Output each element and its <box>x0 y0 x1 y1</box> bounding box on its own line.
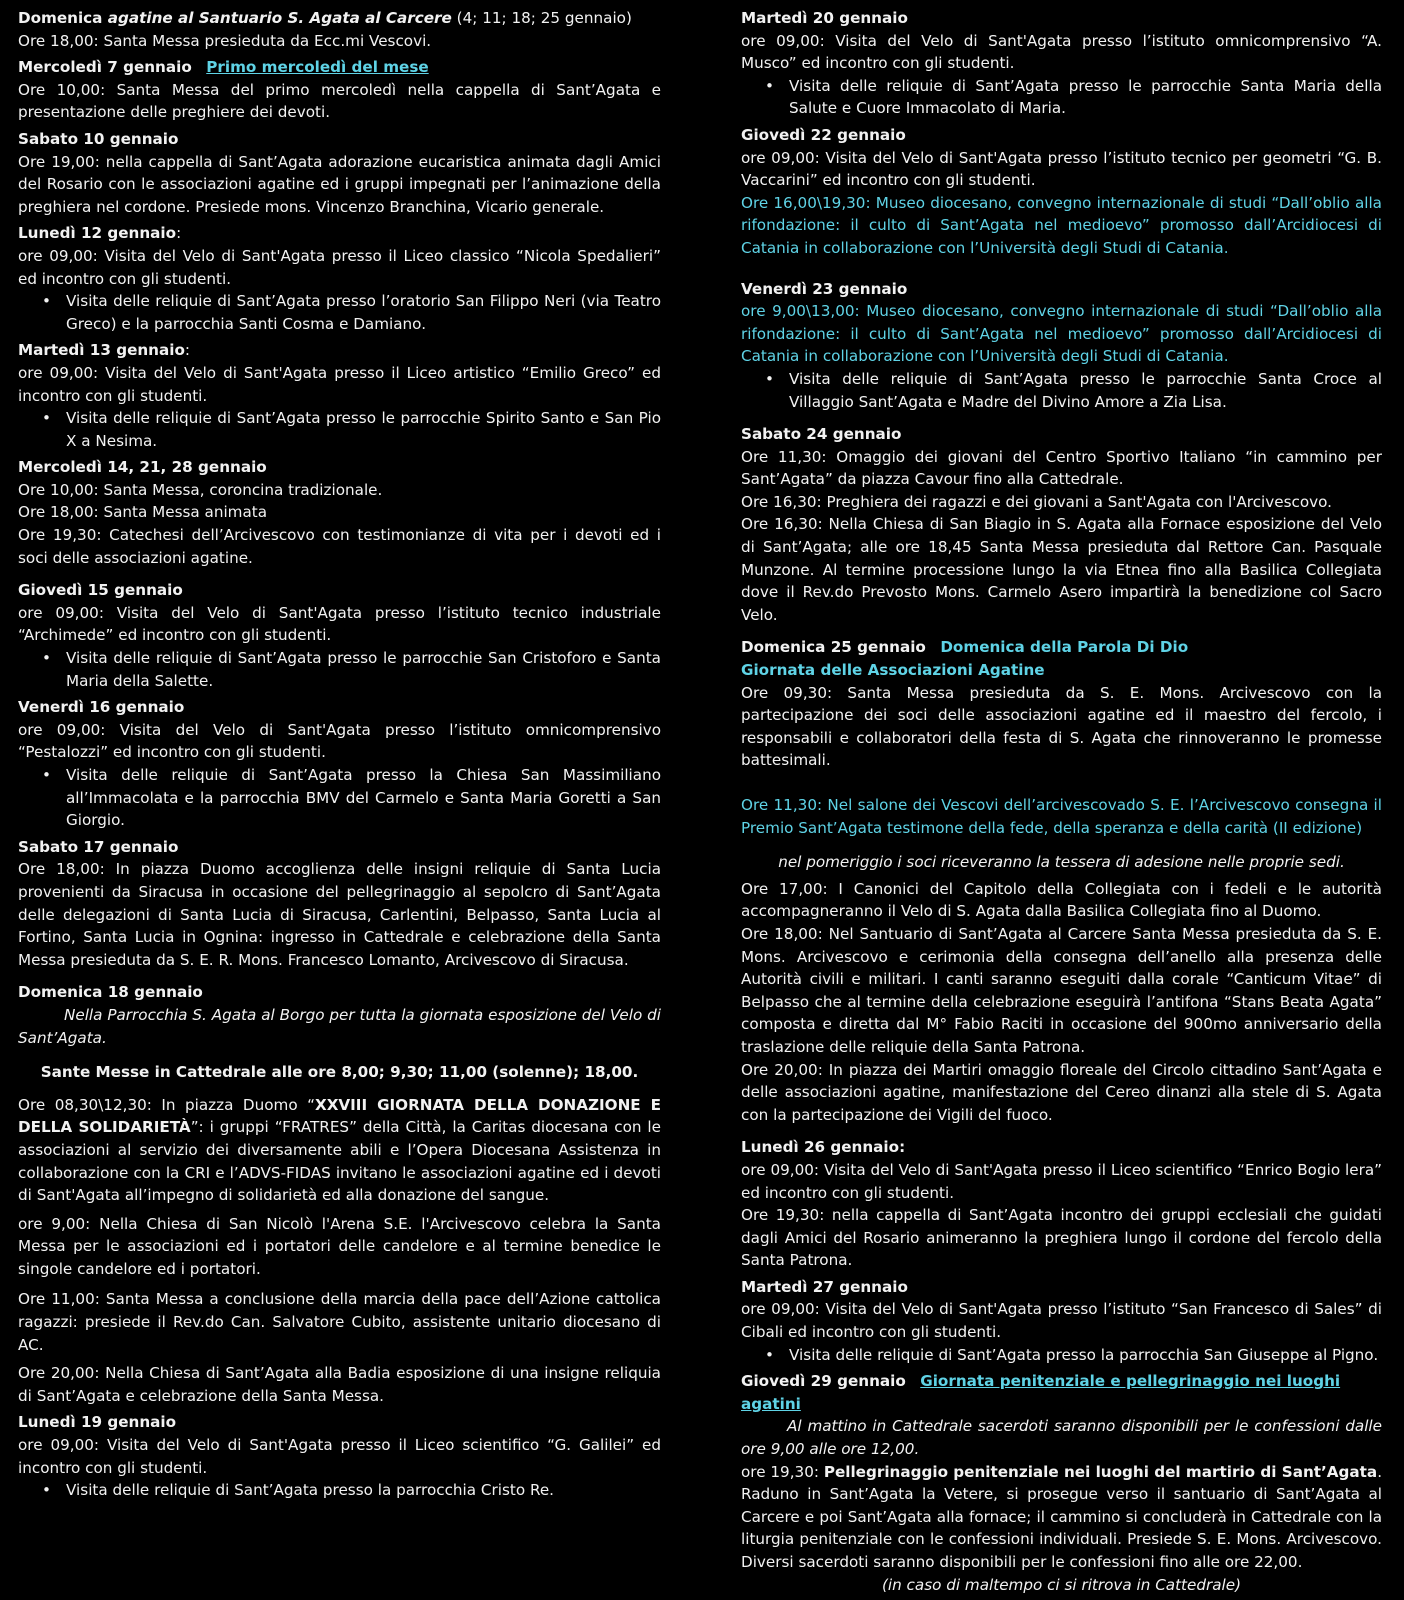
event-line: Ore 19,00: nella cappella di Sant’Agata adorazione eucaristica animata dagli Amici del Rosario con le associazioni agatine ed i gruppi impegnati per l’animazione della preghiera nel cordone. Presiede mons. Vincenzo Branchina, Vicario generale. <box>18 152 661 216</box>
event-line: Ore 19,30: nella cappella di Sant’Agata incontro dei gruppi ecclesiali che guidati dagli Amici del Rosario animeranno la preghiera lungo il cordone del fercolo della Santa Patrona. <box>741 1206 1382 1270</box>
event-23-gennaio <box>741 278 1382 414</box>
event-domeniche-agatine <box>18 7 661 52</box>
event-line: Ore 19,30: Catechesi dell’Arcivescovo con testimonianze di vita per i devoti ed i soci delle associazioni agatine. <box>18 526 661 567</box>
event-26-gennaio <box>741 1136 1382 1272</box>
event-15-gennaio <box>18 579 661 692</box>
event-line: Ore 18,00: In piazza Duomo accoglienza delle insigni reliquie di Santa Lucia provenienti da Siracusa in occasione del pellegrinaggio al sepolcro di Sant’Agata delle delegazioni di Santa Lucia di Siracusa, Carlentini, Belpasso, Santa Lucia al Fortino, Santa Lucia in Ognina: ingresso in Cattedrale e celebrazione della Santa Messa presieduta da S. E. R. Mons. Francesco Lomanto, Arcivescovo di Siracusa. <box>18 860 661 969</box>
event-line: Ore 20,00: Nella Chiesa di Sant’Agata alla Badia esposizione di una insigne reliquia di Sant’Agata e celebrazione della Santa Messa. <box>18 1364 661 1405</box>
bullet-list <box>18 647 661 692</box>
event-line: Ore 10,00: Santa Messa, coroncina tradizionale. <box>18 480 383 499</box>
event-line: Ore 11,30: Omaggio dei giovani del Centro Sportivo Italiano “in cammino per Sant’Agata” da piazza Cavour fino alla Cattedrale. <box>741 447 1382 489</box>
event-heading <box>741 636 1382 659</box>
event-heading: Lunedì 19 gennaio <box>18 1413 177 1432</box>
event-line: ore 09,00: Visita del Velo di Sant'Agata presso il Liceo artistico “Emilio Greco” ed incontro con gli studenti. <box>18 363 661 405</box>
line-part: Ore 08,30\12,30: In piazza Duomo “ <box>18 1095 315 1114</box>
bullet-item: • Visita delle reliquie di Sant’Agata presso le parrocchie Santa Maria della Salute e Cuore Immacolato di Maria. <box>789 75 1382 120</box>
event-heading <box>18 7 661 30</box>
event-line <box>18 1094 661 1207</box>
event-heading: Sabato 24 gennaio <box>741 425 902 444</box>
heading-colon: : <box>184 341 191 360</box>
primo-mercoledi-link[interactable]: Primo mercoledì del mese <box>206 58 429 77</box>
event-line: ore 09,00: Visita del Velo di Sant'Agata presso l’istituto omnicomprensivo “A. Musco” ed incontro con gli studenti. <box>741 31 1382 73</box>
bullet-list <box>741 1344 1382 1367</box>
bullet-item: • Visita delle reliquie di Sant’Agata presso le parrocchie San Cristoforo e Santa Maria della Salette. <box>66 647 661 692</box>
event-heading <box>18 56 661 79</box>
event-heading: Sabato 10 gennaio <box>18 129 179 148</box>
bullet-list <box>18 407 661 452</box>
event-line: ore 9,00: Nella Chiesa di San Nicolò l'Arena S.E. l'Arcivescovo celebra la Santa Messa per le associazioni ed i portatori delle candelore e al termine benedice le singole candelore ed i portatori. <box>18 1214 661 1278</box>
event-line: ore 09,00: Visita del Velo di Sant'Agata presso il Liceo classico “Nicola Spedalieri” ed incontro con gli studenti. <box>18 246 661 288</box>
event-line: Ore 09,30: Santa Messa presieduta da S. E. Mons. Arcivescovo con la partecipazione dei soci delle associazioni agatine ed il maestro del fercolo, i responsabili e collaboratori della festa di S. Agata che rinnoveranno le promesse battesimali. <box>741 683 1382 770</box>
event-line: ore 09,00: Visita del Velo di Sant'Agata presso l’istituto “San Francesco di Sales” di Cibali ed incontro con gli studenti. <box>741 1300 1382 1342</box>
heading-day: Domenica <box>18 9 108 27</box>
event-heading: Martedì 20 gennaio <box>741 9 908 27</box>
event-line: Ore 20,00: In piazza dei Martiri omaggio floreale del Circolo cittadino Sant’Agata e delle associazioni agatine, manifestazione del Cereo dinanzi alla stele di S. Agata con la partecipazione dei Vigili del fuoco. <box>741 1060 1382 1124</box>
right-column <box>741 7 1382 1600</box>
event-29-gennaio <box>741 1370 1382 1596</box>
event-18-gennaio <box>18 981 661 1407</box>
event-27-gennaio <box>741 1276 1382 1366</box>
bullet-list <box>18 764 661 832</box>
bullet-list <box>18 1479 661 1502</box>
heading-date: Lunedì 12 gennaio <box>18 224 177 243</box>
heading-title: agatine al Santuario S. Agata al Carcere <box>107 9 452 27</box>
bullet-item: • Visita delle reliquie di Sant’Agata presso la Chiesa San Massimiliano all’Immacolata e la parrocchia BMV del Carmelo e Santa Maria Goretti a San Giorgio. <box>66 764 661 832</box>
event-line: Al mattino in Cattedrale sacerdoti saranno disponibili per le confessioni dalle ore 9,00 alle ore 12,00. <box>741 1417 1382 1459</box>
pellegrinaggio-title: Pellegrinaggio penitenziale nei luoghi del martirio di Sant’Agata <box>823 1462 1378 1481</box>
heading-colon: : <box>176 224 182 243</box>
event-17-gennaio <box>18 836 661 972</box>
event-heading: Giovedì 15 gennaio <box>18 581 183 600</box>
bullet-list <box>741 368 1382 413</box>
heading-date: Martedì 13 gennaio <box>18 341 185 360</box>
event-10-gennaio <box>18 128 661 218</box>
event-24-gennaio <box>741 423 1382 626</box>
event-heading: Giovedì 22 gennaio <box>741 125 906 144</box>
bullet-item: • Visita delle reliquie di Sant’Agata presso la parrocchia San Giuseppe al Pigno. <box>789 1344 1382 1367</box>
event-heading <box>741 1370 1382 1415</box>
event-line: ore 09,00: Visita del Velo di Sant'Agata presso l’istituto omnicomprensivo “Pestalozzi” ed incontro con gli studenti. <box>18 720 661 762</box>
line-part: ”: i gruppi “FRATRES” della Città, la Caritas diocesana con le associazioni al servizio dei diversamente abili e l’Opera Diocesana Assistenza in collaborazione con la CRI e l’ADVS-FIDAS invitano le associazioni agatine ed i devoti di Sant'Agata all’impegno di solidarietà ed alla donazione del sangue. <box>18 1118 661 1205</box>
left-column <box>18 7 661 1506</box>
giornata-associazioni-label: Giornata delle Associazioni Agatine <box>741 661 1045 680</box>
heading-date: Domenica 25 gennaio <box>741 638 926 657</box>
bullet-item: • Visita delle reliquie di Sant’Agata presso le parrocchie Santa Croce al Villaggio Sant’Agata e Madre del Divino Amore a Zia Lisa. <box>789 368 1382 413</box>
event-line: Nella Parrocchia S. Agata al Borgo per tutta la giornata esposizione del Velo di Sant’Agata. <box>18 1005 661 1047</box>
event-heading: Domenica 18 gennaio <box>18 983 203 1002</box>
event-16-gennaio <box>18 696 661 832</box>
line-part: . Raduno in Sant’Agata la Vetere, si prosegue verso il santuario di Sant’Agata al Carcere e poi Sant’Agata alla fornace; il cammino si concluderà in Cattedrale con la liturgia penitenziale con le confessioni individuali. Presiede S. E. Mons. Arcivescovo. Diversi sacerdoti saranno disponibili per le confessioni fino alle ore 22,00. <box>741 1462 1383 1571</box>
event-line: Ore 17,00: I Canonici del Capitolo della Collegiata con i fedeli e le autorità accompagneranno il Velo di S. Agata dalla Basilica Collegiata fino al Duomo. <box>741 879 1382 921</box>
event-line: ore 09,00: Visita del Velo di Sant'Agata presso il Liceo scientifico “G. Galilei” ed incontro con gli studenti. <box>18 1436 661 1477</box>
bullet-list <box>18 290 661 335</box>
event-line: ore 09,00: Visita del Velo di Sant'Agata presso il Liceo scientifico “Enrico Bogio lera” ed incontro con gli studenti. <box>741 1160 1382 1202</box>
event-heading: Martedì 27 gennaio <box>741 1277 908 1296</box>
event-mercoledi <box>18 456 661 569</box>
event-line-highlight: Ore 16,00\19,30: Museo diocesano, convegno internazionale di studi “Dall’oblio alla rifondazione: il culto di Sant’Agata nel medioevo” promosso dall’Arcidiocesi di Catania in collaborazione con l’Università degli Studi di Catania. <box>741 193 1382 257</box>
event-line: ore 09,00: Visita del Velo di Sant'Agata presso l’istituto tecnico per geometri “G. B. Vaccarini” ed incontro con gli studenti. <box>741 148 1382 190</box>
event-line: Ore 10,00: Santa Messa del primo mercoledì nella cappella di Sant’Agata e presentazione delle preghiere dei devoti. <box>18 80 661 122</box>
event-line-highlight: ore 9,00\13,00: Museo diocesano, convegno internazionale di studi “Dall’oblio alla rifondazione: il culto di Sant’Agata nel medioevo” promosso dall’Arcidiocesi di Catania in collaborazione con l’Università degli Studi di Catania. <box>741 302 1382 366</box>
event-13-gennaio <box>18 339 661 452</box>
bullet-item: • Visita delle reliquie di Sant’Agata presso le parrocchie Spirito Santo e San Pio X a Nesima. <box>66 407 661 452</box>
event-note: nel pomeriggio i soci riceveranno la tessera di adesione nelle proprie sedi. <box>778 853 1345 872</box>
parola-di-dio-label: Domenica della Parola Di Dio <box>940 638 1189 657</box>
event-20-gennaio <box>741 7 1382 120</box>
event-line: Ore 16,30: Preghiera dei ragazzi e dei giovani a Sant'Agata con l'Arcivescovo. <box>741 492 1333 511</box>
bullet-list <box>741 75 1382 120</box>
event-line: Ore 11,00: Santa Messa a conclusione della marcia della pace dell’Azione cattolica ragazzi: presiede il Rev.do Can. Salvatore Cubito, assistente unitario diocesano di AC. <box>18 1290 661 1354</box>
event-note: (in caso di maltempo ci si ritrova in Cattedrale) <box>881 1575 1242 1594</box>
giornata-penitenziale-link[interactable]: Giornata penitenziale e pellegrinaggio nei luoghi agatini <box>741 1372 1341 1413</box>
heading-date: Mercoledì 7 gennaio <box>18 58 192 77</box>
heading-dates: (4; 11; 18; 25 gennaio) <box>451 9 632 27</box>
event-19-gennaio <box>18 1411 661 1501</box>
event-heading <box>18 339 661 362</box>
event-heading: Venerdì 16 gennaio <box>18 698 185 717</box>
bullet-item: • Visita delle reliquie di Sant’Agata presso la parrocchia Cristo Re. <box>66 1479 661 1502</box>
event-line: Ore 18,00: Nel Santuario di Sant’Agata al Carcere Santa Messa presieduta da S. E. Mons. Arcivescovo e cerimonia della consegna dell’anello alla presenza delle Autorità civili e militari. I canti saranno eseguiti dalla corale “Canticum Vitae” di Belpasso che al termine della celebrazione eseguirà l’antifona “Stans Beata Agata” composta e diretta dal M° Fabio Raciti in occasione del 900mo anniversario della traslazione delle reliquie della Santa Patrona. <box>741 924 1382 1056</box>
line-part: ore 19,30: <box>741 1462 824 1481</box>
event-12-gennaio <box>18 222 661 335</box>
event-line: Ore 18,00: Santa Messa presieduta da Ecc.mi Vescovi. <box>18 31 432 50</box>
giornata-donazione: XXVIII GIORNATA DELLA DONAZIONE E DELLA SOLIDARIETÀ <box>18 1095 661 1137</box>
event-line: Ore 16,30: Nella Chiesa di San Biagio in S. Agata alla Fornace esposizione del Velo di Sant’Agata; alle ore 18,45 Santa Messa presieduta dal Rettore Can. Pasquale Munzone. Al termine processione lungo la via Etnea fino alla Basilica Collegiata dove il Rev.do Prevosto Mons. Carmelo Asero impartirà la benedizione col Sacro Velo. <box>741 515 1382 624</box>
event-line: Ore 18,00: Santa Messa animata <box>18 503 268 522</box>
event-heading: Mercoledì 14, 21, 28 gennaio <box>18 458 267 477</box>
sante-messe-line: Sante Messe in Cattedrale alle ore 8,00; 9,30; 11,00 (solenne); 18,00. <box>40 1063 639 1082</box>
heading-date: Giovedì 29 gennaio <box>741 1372 906 1391</box>
event-heading: Lunedì 26 gennaio: <box>741 1138 906 1157</box>
event-line <box>741 1461 1382 1574</box>
event-22-gennaio <box>741 124 1382 260</box>
event-7-gennaio <box>18 56 661 124</box>
event-heading: Venerdì 23 gennaio <box>741 279 908 298</box>
event-line: ore 09,00: Visita del Velo di Sant'Agata presso l’istituto tecnico industriale “Archimede” ed incontro con gli studenti. <box>18 603 661 645</box>
bullet-item: • Visita delle reliquie di Sant’Agata presso l’oratorio San Filippo Neri (via Teatro Greco) e la parrocchia Santi Cosma e Damiano. <box>66 290 661 335</box>
event-heading <box>18 222 661 245</box>
event-heading: Sabato 17 gennaio <box>18 837 179 856</box>
event-25-gennaio <box>741 636 1382 1126</box>
event-line-highlight: Ore 11,30: Nel salone dei Vescovi dell’arcivescovado S. E. l’Arcivescovo consegna il Premio Sant’Agata testimone della fede, della speranza e della carità (II edizione) <box>741 796 1382 837</box>
